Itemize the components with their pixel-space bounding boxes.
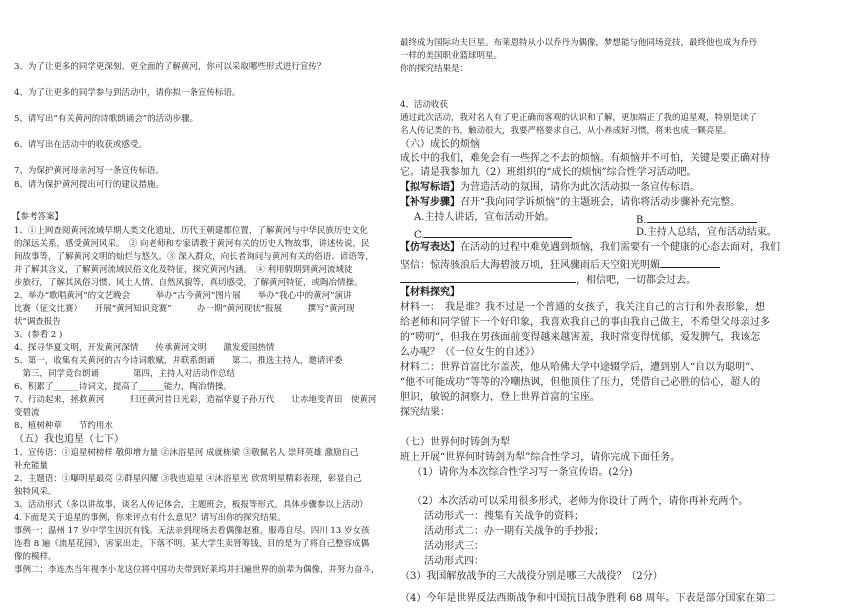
answer-2-line: 比赛（征文比赛） 开展“黄河知识竞赛” 办一期“黄河现状”报展 撰写“黄河现 bbox=[14, 304, 355, 314]
activity-form-1: 活动形式一：搜集有关战争的资料； bbox=[424, 511, 584, 522]
case-2-line: 事例二：李连杰当年视李小龙这位将中国功夫带到好莱坞并扫遍世界的前辈为偶像，并努力奋斗， bbox=[14, 565, 380, 575]
imitation-blank bbox=[400, 273, 576, 283]
activity-gain-line: 名人传记类的书，触动很大，我要严格要求自己，从小养成好习惯，将来也成一颗亮星。 bbox=[400, 126, 732, 136]
answer-7-line: 7、行动起来，拯救黄河 归还黄河昔日光彩，造福华夏子孙万代 让赤地变青田 使黄河 bbox=[14, 395, 377, 405]
answer-2-line: 状”调查报告 bbox=[14, 317, 61, 327]
answer-2-line: 2、举办“歌唱黄河”的文艺晚会 举办“古今黄河”图片展 举办“我心中的黄河”演讲 bbox=[14, 291, 352, 301]
section-7-intro: 班上开展“世界何时铸剑为犁”综合性学习，请你完成下面任务。 bbox=[400, 452, 681, 463]
section-5-line: 4.下面是关于追星的事例，你来评点有什么意见？请写出你的探究结果。 bbox=[14, 513, 286, 523]
reference-answers-title: 【参考答案】 bbox=[12, 212, 64, 222]
activity-gain-line: 通过此次活动，我对名人有了更正确而客观的认识和了解，更加端正了我的追星观，特别是读了 bbox=[400, 113, 758, 123]
imitation-task-text: ，相信吧，一切都会过去。 bbox=[576, 275, 696, 286]
inquiry-result-label: 探究结果： bbox=[400, 407, 450, 418]
question-3: 3、为了让更多的同学更深刻、更全面的了解黄河，你可以采取哪些形式进行宣传？ bbox=[14, 62, 326, 72]
activity-form-3: 活动形式三： bbox=[424, 541, 484, 552]
answer-4: 4、探寻华夏文明，开发黄河深情 传承黄河文明 激发爱国热情 bbox=[14, 343, 275, 353]
steps-task-text: 召开“我向同学诉烦恼”的主题班会，请你将活动步骤补充完整。 bbox=[460, 197, 741, 208]
material-1-line: 材料一： 我是谁？我不过是一个普通的女孩子，我关注自己的言行和外表形象，想 bbox=[400, 302, 765, 313]
answer-7-line: 变碧流 bbox=[14, 408, 40, 418]
section-5-line: 1、宣传语：①追星树榜样 敬仰增力量 ②沐浴星河 成就栋梁 ③敬佩名人 崇拜英雄 激励自己 bbox=[14, 448, 359, 458]
question-4: 4、为了让更多的同学参与到活动中，请你拟一条宣传标语。 bbox=[14, 88, 241, 98]
question-7: 7、为保护黄河母亲河写一条宣传标语。 bbox=[14, 166, 164, 176]
section-5-line: 补充能量 bbox=[14, 461, 49, 471]
option-c-blank bbox=[424, 228, 572, 238]
option-a: A.主持人讲话，宣布活动开始。 bbox=[414, 212, 555, 223]
imitation-task-text: 坚信：惊涛骇浪后大海碧波万顷，狂风骤雨后天空阳光明媚 bbox=[400, 260, 660, 271]
section-6-intro: 成长中的我们，难免会有一些挥之不去的烦恼。有烦恼并不可怕，关键是要正确对待 bbox=[400, 153, 770, 164]
section-5-title: （五）我也追星（七下） bbox=[14, 434, 124, 445]
section-6-intro: 它。请是我参加九（2）班组织的“成长的烦恼”综合性学习活动吧。 bbox=[400, 167, 697, 178]
task-2: （2）本次活动可以采用很多形式，老师为你设计了两个，请你再补充两个。 bbox=[412, 496, 749, 507]
material-2-line: “他不可能成功”等等的冷嘲热讽，但他顶住了压力，凭借自己必胜的信心，超人的 bbox=[400, 377, 761, 388]
imitation-task-title: 【仿写表达】 bbox=[400, 242, 460, 253]
answer-1-line: 步旅行，了解其风俗习惯、风土人情、自然风貌等，真切感受，了解黄河特征，或陶冶情操。 bbox=[14, 278, 363, 288]
question-5: 5、请写出“有关黄河的诗歌朗诵会”的活动步骤。 bbox=[14, 114, 199, 124]
material-2-line: 胆识，敏锐的洞察力，登上世界首富的宝座。 bbox=[400, 392, 600, 403]
material-1-line: 的“唠叨”，但我在男孩面前变得越来越害羞，我时常变得忧郁，爱发脾气，我该怎 bbox=[400, 332, 761, 343]
case-1-line: 像的模样。 bbox=[14, 552, 57, 562]
activity-gain-title: 4、活动收获 bbox=[400, 100, 448, 110]
case-1-line: 连看 8 遍《流星花园》，害家出走，下落不明。某大学生卖肾筹钱，目的是为了将自己整容成偶 bbox=[14, 539, 370, 549]
option-b: B. bbox=[636, 215, 647, 226]
task-4: （4）今年是世界反法西斯战争和中国抗日战争胜利 68 周年。下表是部分国家在第二 bbox=[400, 593, 776, 604]
case-2-continued: 一样的美国职业篮球明星。 bbox=[400, 51, 503, 61]
task-3: （3）我国解放战争的三大战役分别是哪三大战役？（2分） bbox=[400, 571, 663, 582]
question-6: 6、请写出在活动中的收获或感受。 bbox=[14, 140, 147, 150]
answer-1-line: 1、①上网查阅黄河流域早期人类文化遗址，历代王朝建都位置，了解黄河与中华民族历史文化 bbox=[14, 226, 368, 236]
question-8: 8、请为保护黄河提出可行的建议措施。 bbox=[14, 180, 164, 190]
slogan-task-text: 为营造活动的氛围，请你为此次活动拟一条宣传标语。 bbox=[460, 182, 700, 193]
case-1-line: 事例一：温州 17 岁中学生因沉有钱。无法亲到现场去看偶像赵雅，服毒自尽。四川 13 岁女孩 bbox=[14, 526, 370, 536]
option-b-blank bbox=[647, 213, 757, 223]
material-1-line: 给老师和同学留下一个好印象，我喜欢我自己的事由我自己做主，不希望父母亲过多 bbox=[400, 317, 770, 328]
section-6-title: （六）成长的烦恼 bbox=[400, 139, 480, 150]
slogan-task-title: 【拟写标语】 bbox=[400, 182, 460, 193]
imitation-task-text: 在活动的过程中难免遇到烦恼，我们需要有一个健康的心态去面对，我们 bbox=[460, 242, 780, 253]
steps-task-title: 【补写步骤】 bbox=[400, 197, 460, 208]
imitation-blank bbox=[660, 258, 720, 268]
section-7-title: （七）世界何时铸剑为犁 bbox=[400, 437, 510, 448]
section-5-line: 3、活动形式（多以讲故事，谈名人传记体会，主题班会，板报等形式。具体步骤参以上活动） bbox=[14, 500, 368, 510]
answer-1-line: 并了解其含义，了解黄河流域民俗文化及特征，探究黄河内涵。 ④ 利用假期到黄河流域徒 bbox=[14, 265, 353, 275]
case-2-continued: 最终成为国际功夫巨星。布莱恩特从小以乔丹为偶像，梦想能与他同场竞技，最终他也成为乔丹 bbox=[400, 38, 758, 48]
answer-1-line: 的深远关系，感受黄河风采。 ② 向老师和专家请教于黄河有关的历史人物故事，讲述传说，民 bbox=[14, 239, 370, 249]
answer-6: 6、积累了______诗词文，提高了______能力，陶冶情操。 bbox=[14, 382, 232, 392]
material-2-line: 材料二：世界首富比尔盖茨，他从哈佛大学中途辍学后，遭到别人“自以为聪明”、 bbox=[400, 362, 761, 373]
activity-form-2: 活动形式二：办一期有关战争的手抄报； bbox=[424, 526, 604, 537]
answer-3: 3、(参看 2 ) bbox=[14, 330, 63, 340]
material-1-line: 么办呢？（《一位女生的自述》） bbox=[400, 347, 540, 358]
answer-1-line: 间故事等，了解黄河文明的灿烂与悠久。③ 深入群众，向长者询问与黄河有关的俗语、谚语等， bbox=[14, 252, 374, 262]
option-c: C. bbox=[414, 230, 425, 241]
answer-5-line: 5、第一，收集有关黄河的古今诗词歌赋，并联系朗诵 第二，推选主持人，邀请评委 bbox=[14, 356, 343, 366]
activity-form-4: 活动形式四： bbox=[424, 556, 484, 567]
your-result-label: 你的探究结果是： bbox=[400, 64, 469, 74]
section-5-line: 独特风采。 bbox=[14, 487, 57, 497]
material-inquiry-title: 【材料探究】 bbox=[400, 287, 460, 298]
answer-5-line: 第三，同学竞台朗诵 第四，主持人对活动作总结 bbox=[14, 369, 236, 379]
answer-8: 8、植树种草 节约用水 bbox=[14, 421, 113, 431]
option-d: D.主持人总结，宣布活动结束。 bbox=[636, 227, 777, 238]
task-1: （1）请你为本次综合性学习写一条宣传语。(2分) bbox=[412, 467, 633, 478]
section-5-line: 2、主题语：①曝明星最亮 ②群星闪耀 ③我也追星 ④沐浴星光 欣赏明星精彩表现，彰显自己 bbox=[14, 474, 362, 484]
